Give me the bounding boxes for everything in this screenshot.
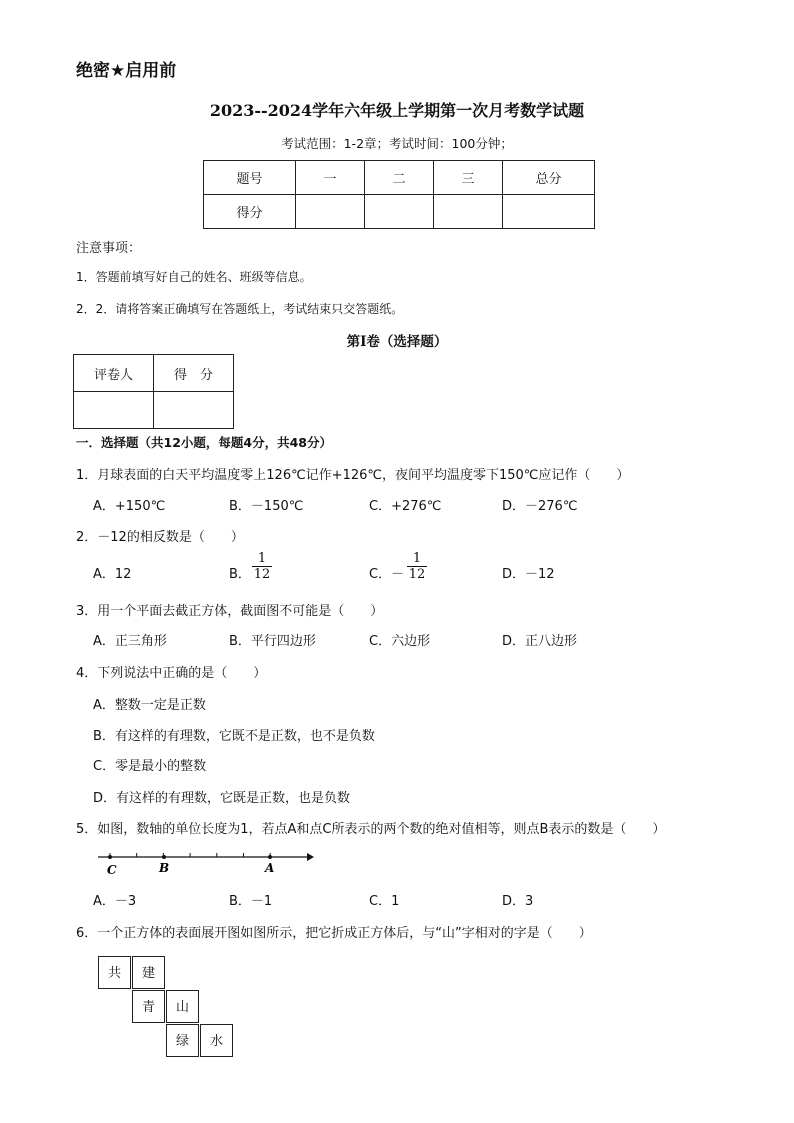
option-b[interactable]: B． — [229, 567, 251, 582]
option-c[interactable]: C．六边形 — [369, 634, 431, 649]
number-line-arrow-icon — [307, 853, 314, 861]
score-header-cell: 总分 — [503, 161, 595, 195]
fraction-denominator: 12 — [253, 567, 271, 582]
question-stem: 2．－12的相反数是（ ） — [76, 530, 244, 545]
option-b[interactable]: B．有这样的有理数，它既不是正数，也不是负数 — [93, 729, 375, 744]
grader-cell[interactable] — [154, 392, 234, 429]
question-stem: 5．如图，数轴的单位长度为1，若点A和点C所表示的两个数的绝对值相等，则点B表示的数是（ ） — [76, 822, 666, 837]
fraction-b — [252, 551, 272, 583]
exam-title: 2023--2024学年六年级上学期第一次月考数学试题 — [209, 101, 585, 120]
number-line-figure — [95, 846, 317, 880]
score-header-cell: 二 — [365, 161, 434, 195]
grader-header-row — [74, 355, 234, 392]
score-cell[interactable] — [296, 195, 365, 229]
fraction-numerator: 1 — [412, 551, 422, 566]
net-cell: 建 — [132, 956, 165, 989]
note-item: 2．2．请将答案正确填写在答题纸上，考试结束只交答题纸。 — [76, 302, 404, 316]
point-a-dot — [268, 855, 272, 859]
question-stem: 1．月球表面的白天平均温度零上126℃记作+126℃，夜间平均温度零下150℃应记作（ ） — [76, 468, 630, 483]
score-table-score-row — [204, 195, 595, 229]
note-item: 1．答题前填写好自己的姓名、班级等信息。 — [76, 270, 312, 284]
score-header-cell: 三 — [434, 161, 503, 195]
point-c-label: C — [107, 863, 117, 877]
option-a[interactable]: A．12 — [93, 567, 132, 582]
net-cell: 绿 — [166, 1024, 199, 1057]
net-cell: 山 — [166, 990, 199, 1023]
grader-table — [73, 354, 234, 429]
option-b[interactable]: B．－1 — [229, 894, 273, 909]
option-c[interactable]: C．零是最小的整数 — [93, 759, 207, 774]
fraction-c — [407, 551, 427, 583]
section-title: 一．选择题（共12小题，每题4分，共48分） — [76, 435, 332, 450]
question-stem: 6．一个正方体的表面展开图如图所示，把它折成正方体后，与“山”字相对的字是（ ） — [76, 926, 592, 941]
fraction-numerator: 1 — [257, 551, 267, 566]
volume-title: 第Ⅰ卷（选择题） — [346, 334, 448, 350]
score-cell[interactable] — [365, 195, 434, 229]
grader-header-cell: 评卷人 — [74, 355, 154, 392]
score-cell[interactable] — [434, 195, 503, 229]
question-stem: 3．用一个平面去截正方体，截面图不可能是（ ） — [76, 604, 384, 619]
option-a[interactable]: A．正三角形 — [93, 634, 167, 649]
option-b[interactable]: B．平行四边形 — [229, 634, 316, 649]
grader-header-cell: 得 分 — [154, 355, 234, 392]
exam-scope: 考试范围：1-2章；考试时间：100分钟； — [281, 136, 513, 151]
option-d[interactable]: D．－12 — [502, 567, 555, 582]
net-cell: 青 — [132, 990, 165, 1023]
score-row-label: 得分 — [204, 195, 296, 229]
option-a[interactable]: A．－3 — [93, 894, 137, 909]
score-header-cell: 一 — [296, 161, 365, 195]
option-a[interactable]: A．+150℃ — [93, 499, 166, 514]
option-a[interactable]: A．整数一定是正数 — [93, 698, 206, 713]
option-d[interactable]: D．有这样的有理数，它既是正数，也是负数 — [93, 791, 351, 806]
net-cell: 共 — [98, 956, 131, 989]
score-table — [203, 160, 595, 229]
point-a-label: A — [265, 861, 275, 875]
point-b-label: B — [159, 861, 170, 875]
grader-input-row — [74, 392, 234, 429]
option-d[interactable]: D．3 — [502, 894, 534, 909]
option-b[interactable]: B．－150℃ — [229, 499, 304, 514]
score-cell[interactable] — [503, 195, 595, 229]
option-d[interactable]: D．－276℃ — [502, 499, 578, 514]
question-stem: 4．下列说法中正确的是（ ） — [76, 666, 267, 681]
point-c-dot — [108, 855, 112, 859]
option-c[interactable]: C．－ — [369, 567, 405, 582]
option-c[interactable]: C．1 — [369, 894, 400, 909]
option-c[interactable]: C．+276℃ — [369, 499, 442, 514]
option-d[interactable]: D．正八边形 — [502, 634, 578, 649]
score-header-cell: 题号 — [204, 161, 296, 195]
net-cell: 水 — [200, 1024, 233, 1057]
fraction-denominator: 12 — [408, 567, 426, 582]
secret-label: 绝密★启用前 — [76, 61, 177, 81]
score-table-header-row — [204, 161, 595, 195]
notes-title: 注意事项： — [76, 241, 142, 256]
point-b-dot — [162, 855, 166, 859]
grader-cell[interactable] — [74, 392, 154, 429]
